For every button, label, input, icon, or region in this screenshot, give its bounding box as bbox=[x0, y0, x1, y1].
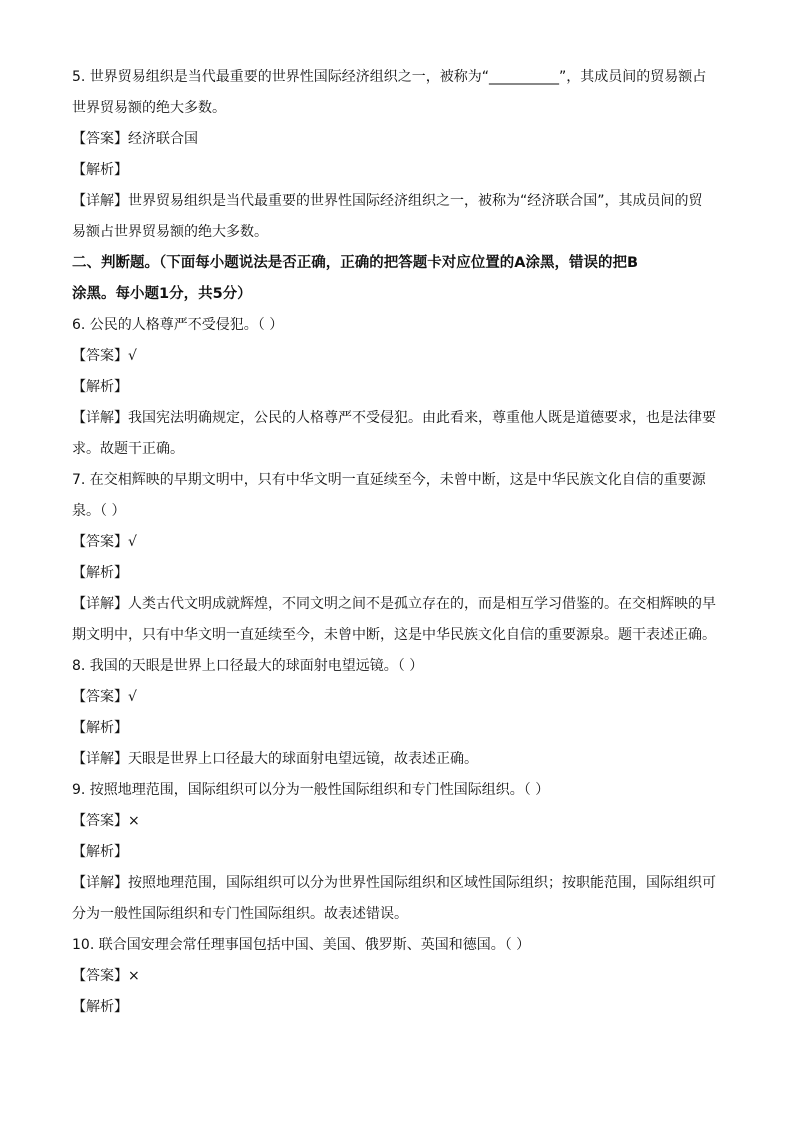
question-8-answer: 【答案】√ bbox=[72, 689, 137, 705]
question-5-analysis-label: 【解析】 bbox=[72, 162, 128, 178]
question-8-detail: 【详解】天眼是世界上口径最大的球面射电望远镜，故表述正确。 bbox=[72, 751, 478, 767]
question-9-analysis-label: 【解析】 bbox=[72, 844, 128, 860]
question-6-text: 6. 公民的人格尊严不受侵犯。（ ） bbox=[72, 317, 284, 333]
question-6-answer: 【答案】√ bbox=[72, 348, 137, 364]
question-9-detail-line-1: 【详解】按照地理范围，国际组织可以分为世界性国际组织和区域性国际组织；按职能范围，国际组织可 bbox=[72, 875, 716, 891]
question-9-detail-line-2: 分为一般性国际组织和专门性国际组织。故表述错误。 bbox=[72, 906, 408, 922]
question-7-text-line-1: 7. 在交相辉映的早期文明中，只有中华文明一直延续至今，未曾中断，这是中华民族文化自信的重要源 bbox=[72, 472, 706, 488]
question-6-analysis-label: 【解析】 bbox=[72, 379, 128, 395]
question-7-answer: 【答案】√ bbox=[72, 534, 137, 550]
question-9-answer: 【答案】× bbox=[72, 813, 140, 829]
section-heading-line-1: 二、判断题。（下面每小题说法是否正确，正确的把答题卡对应位置的A涂黑，错误的把B bbox=[72, 255, 639, 271]
section-heading-line-2: 涂黑。每小题1分，共5分） bbox=[72, 286, 252, 302]
question-5-text-line-2: 世界贸易额的绝大多数。 bbox=[72, 100, 226, 116]
question-10-analysis-label: 【解析】 bbox=[72, 999, 128, 1015]
question-5-detail-line-1: 【详解】世界贸易组织是当代最重要的世界性国际经济组织之一，被称为“经济联合国”，其成员间的贸 bbox=[72, 193, 703, 209]
question-10-answer: 【答案】× bbox=[72, 968, 140, 984]
question-8-text: 8. 我国的天眼是世界上口径最大的球面射电望远镜。（ ） bbox=[72, 658, 424, 674]
question-5-answer: 【答案】经济联合国 bbox=[72, 131, 198, 147]
question-7-analysis-label: 【解析】 bbox=[72, 565, 128, 581]
document-page bbox=[72, 62, 722, 1023]
question-9-text: 9. 按照地理范围，国际组织可以分为一般性国际组织和专门性国际组织。（ ） bbox=[72, 782, 550, 798]
question-8-analysis-label: 【解析】 bbox=[72, 720, 128, 736]
question-10-text: 10. 联合国安理会常任理事国包括中国、美国、俄罗斯、英国和德国。（ ） bbox=[72, 937, 531, 953]
question-7-detail-line-1: 【详解】人类古代文明成就辉煌，不同文明之间不是孤立存在的，而是相互学习借鉴的。在交相辉映的早 bbox=[72, 596, 716, 612]
question-5-text-line-1: 5. 世界贸易组织是当代最重要的世界性国际经济组织之一，被称为“__________”，其成员间的贸易额占 bbox=[72, 69, 707, 85]
question-5-detail-line-2: 易额占世界贸易额的绝大多数。 bbox=[72, 224, 268, 240]
question-7-text-line-2: 泉。（ ） bbox=[72, 503, 126, 519]
question-6-detail-line-2: 求。故题干正确。 bbox=[72, 441, 184, 457]
question-6-detail-line-1: 【详解】我国宪法明确规定，公民的人格尊严不受侵犯。由此看来，尊重他人既是道德要求，也是法律要 bbox=[72, 410, 716, 426]
question-7-detail-line-2: 期文明中，只有中华文明一直延续至今，未曾中断，这是中华民族文化自信的重要源泉。题干表述正确。 bbox=[72, 627, 716, 643]
